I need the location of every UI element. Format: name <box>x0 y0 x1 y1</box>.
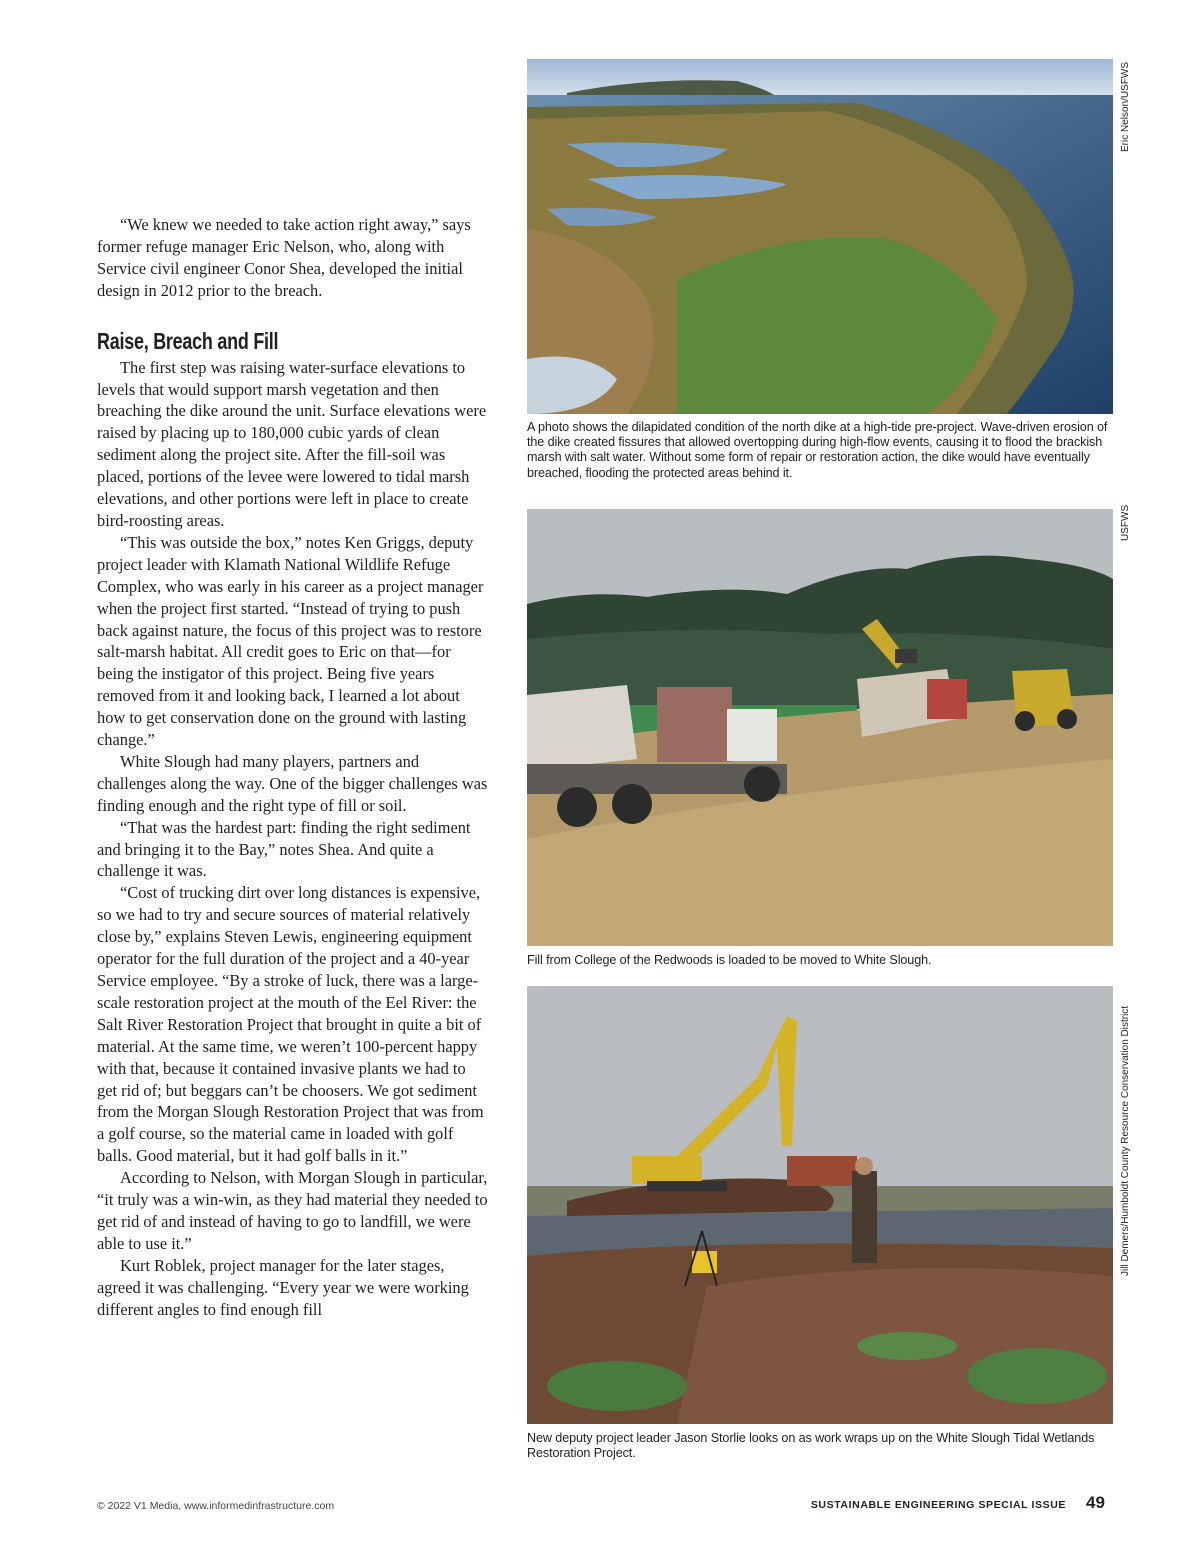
footer-section-title: SUSTAINABLE ENGINEERING SPECIAL ISSUE <box>810 1499 1066 1511</box>
paragraph: The first step was raising water-surface elevations to levels that would support marsh vegetation and then breaching the dike around the unit. Surface elevations were raised by placing up to 180,000 cubic yards of clean sediment along the project site. After the fill-soil was placed, portions of the levee were lowered to tidal marsh elevations, and other portions were left in place to create bird-roosting areas. <box>97 357 487 530</box>
paragraph: White Slough had many players, partners and challenges along the way. One of the bigger challenges was finding enough and the right type of fill or soil. <box>97 751 488 815</box>
photo-excavator-wetlands <box>527 986 1113 1424</box>
section-heading: Raise, Breach and Fill <box>97 327 279 354</box>
photo-north-dike <box>527 59 1113 414</box>
photo-credit: Eric Nelson/USFWS <box>1120 61 1131 152</box>
photo-credit: Jill Demers/Humboldt County Resource Conservation District <box>1120 1005 1131 1276</box>
footer-copyright: © 2022 V1 Media, www.informedinfrastructure.com <box>97 1500 335 1512</box>
photo-caption: A photo shows the dilapidated condition of the north dike at a high-tide pre-project. Wave-driven erosion of the dike created fissures that allowed overtopping during high-flow events, causing it to flood the brackish marsh with salt water. Without some form of repair or restoration action, the dike would have eventually breached, flooding the protected areas behind it. <box>527 420 1108 480</box>
photo-fill-trucks <box>527 509 1113 946</box>
page-number: 49 <box>1086 1493 1105 1512</box>
photo-credit: USFWS <box>1120 504 1131 541</box>
paragraph: According to Nelson, with Morgan Slough in particular, “it truly was a win-win, as they had material they needed to get rid of and instead of having to go to landfill, we were able to use it.” <box>97 1168 488 1253</box>
paragraph: Kurt Roblek, project manager for the later stages, agreed it was challenging. “Every year we were working different angles to find enough fill <box>97 1255 469 1319</box>
paragraph: “That was the hardest part: finding the right sediment and bringing it to the Bay,” notes Shea. And quite a challenge it was. <box>97 817 471 881</box>
paragraph: “Cost of trucking dirt over long distances is expensive, so we had to try and secure sources of material relatively close by,” explains Steven Lewis, engineering equipment operator for the full duration of the project and a 40-year Service employee. “By a stroke of luck, there was a large-scale restoration project at the mouth of the Eel River: the Salt River Restoration Project that brought in quite a bit of material. At the same time, we weren’t 100-percent happy with that, because it contained invasive plants we had to get rid of; but beggars can’t be choosers. We got sediment from the Morgan Slough Restoration Project that was from a golf course, so the material came in loaded with golf balls. Good material, but it had golf balls in it.” <box>97 883 484 1166</box>
photo-caption: New deputy project leader Jason Storlie looks on as work wraps up on the White Slough Tidal Wetlands Restoration Project. <box>527 1431 1095 1461</box>
photo-caption: Fill from College of the Redwoods is loaded to be moved to White Slough. <box>527 953 932 967</box>
article-body <box>97 214 489 1321</box>
paragraph: “This was outside the box,” notes Ken Griggs, deputy project leader with Klamath National Wildlife Refuge Complex, who was early in his career as a project manager when the project first started. “Instead of trying to push back against nature, the focus of this project was to restore salt-marsh habitat. All credit goes to Eric on that—for being the instigator of this project. Being five years removed from it and looking back, I learned a lot about how to get conservation done on the ground with lasting change.” <box>97 532 484 750</box>
paragraph-intro: “We knew we needed to take action right away,” says former refuge manager Eric Nelson, who, along with Service civil engineer Conor Shea, developed the initial design in 2012 prior to the breach. <box>97 215 471 300</box>
